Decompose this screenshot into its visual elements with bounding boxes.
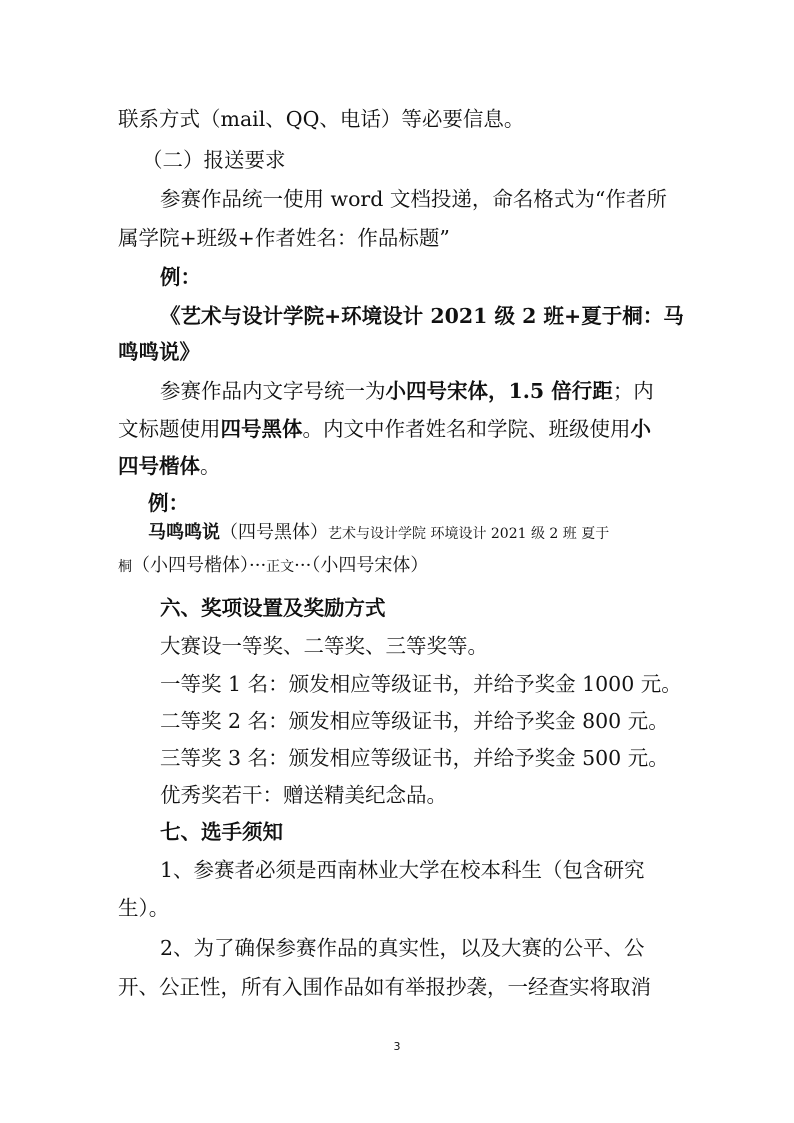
bold-span: 小四号宋体，1.5 倍行距: [385, 379, 613, 403]
text-line: 生）。: [118, 896, 170, 920]
text-line: [118, 416, 651, 442]
text-span: 正文: [266, 559, 295, 575]
text-span: ···（小四号宋体）: [294, 555, 429, 576]
text-line: 开、公正性，所有入围作品如有举报抄袭，一经查实将取消: [118, 975, 651, 999]
text-span: 。: [200, 454, 221, 478]
text-line: 2、为了确保参赛作品的真实性，以及大赛的公平、公: [160, 936, 645, 960]
text-line: 三等奖 3 名：颁发相应等级证书，并给予奖金 500 元。: [160, 746, 669, 770]
example-line: [118, 553, 428, 580]
example-label: 例：: [160, 265, 201, 289]
text-line: [118, 453, 221, 479]
text-span: （小四号楷体）···: [132, 555, 267, 576]
text-line: 1、参赛者必须是西南林业大学在校本科生（包含研究: [160, 858, 645, 882]
text-line: 属学院+班级+作者姓名：作品标题”: [118, 226, 450, 250]
example-label: 例：: [148, 491, 189, 515]
bold-span: 小: [630, 417, 651, 441]
example-line: [148, 520, 609, 547]
text-line: 优秀奖若干：赠送精美纪念品。: [160, 783, 447, 807]
author-name: 马鸣鸣说: [148, 522, 220, 543]
text-line: 一等奖 1 名：颁发相应等级证书，并给予奖金 1000 元。: [160, 672, 682, 696]
example-title-cont: 鸣鸣说》: [118, 340, 200, 364]
text-span: 桐: [118, 559, 132, 575]
example-title: 《艺术与设计学院+环境设计 2021 级 2 班+夏于桐：马: [160, 304, 684, 328]
section-heading: （二）报送要求: [142, 148, 286, 172]
text-line: 参赛作品统一使用 word 文档投递，命名格式为“作者所: [160, 187, 667, 211]
section-heading: 六、奖项设置及奖励方式: [160, 596, 386, 620]
text-span: ；内: [612, 379, 654, 403]
text-span: 。内文中作者姓名和学院、班级使用: [302, 417, 631, 441]
page-number: 3: [393, 1040, 401, 1053]
college-class: 艺术与设计学院 环境设计 2021 级 2 班 夏于: [328, 526, 610, 542]
bold-span: 四号黑体: [220, 417, 303, 441]
section-heading: 七、选手须知: [160, 820, 283, 844]
text-line: 大赛设一等奖、二等奖、三等奖等。: [160, 634, 488, 658]
text-line: 联系方式（mail、QQ、电话）等必要信息。: [118, 107, 525, 131]
text-line: 二等奖 2 名：颁发相应等级证书，并给予奖金 800 元。: [160, 709, 669, 733]
text-line: [160, 378, 654, 404]
text-span: 参赛作品内文字号统一为: [160, 379, 386, 403]
text-span: （四号黑体）: [220, 522, 328, 543]
text-span: 文标题使用: [118, 417, 221, 441]
bold-span: 四号楷体: [118, 454, 200, 478]
